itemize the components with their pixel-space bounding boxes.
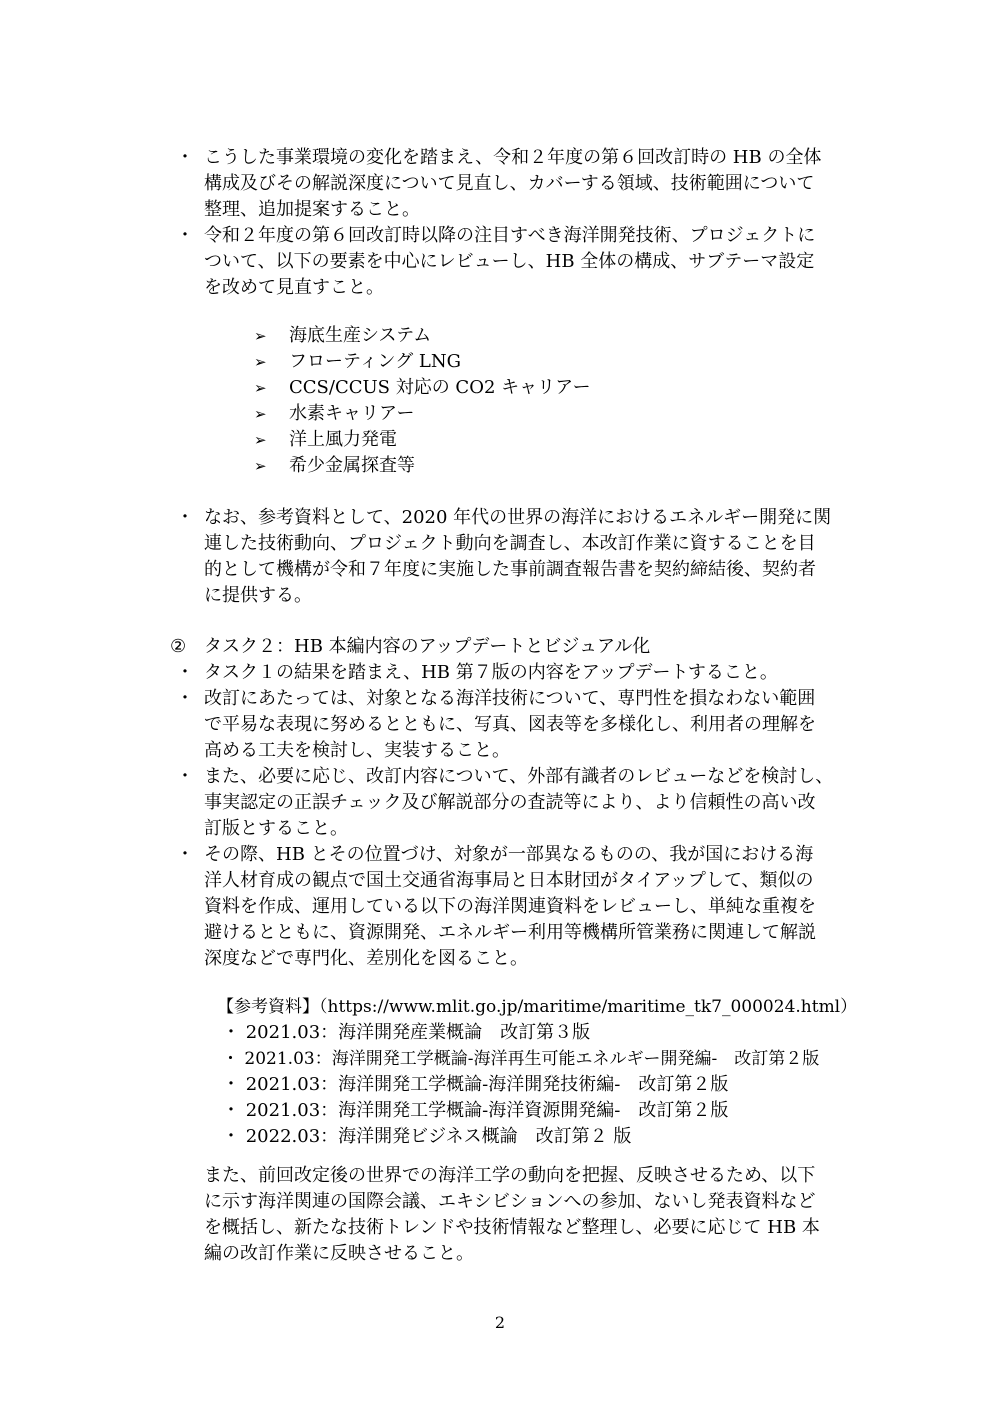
arrow-bullet-icon: ➢ [254,457,267,475]
reference-item: ・ 2021.03：海洋開発工学概論-海洋資源開発編- 改訂第２版 [222,1100,729,1121]
sub-item: 洋上風力発電 [289,429,397,450]
arrow-bullet-icon: ➢ [254,405,267,423]
text-line: ついて、以下の要素を中心にレビューし、HB 全体の構成、サブテーマ設定 [204,251,815,272]
arrow-bullet-icon: ➢ [254,379,267,397]
sub-item: 希少金属探査等 [289,455,415,476]
text-line: を改めて見直すこと。 [204,277,384,298]
section-number: ② [170,636,187,657]
reference-item: ・ 2021.03：海洋開発産業概論 改訂第３版 [222,1022,591,1043]
arrow-bullet-icon: ➢ [254,327,267,345]
bullet-marker: ・ [176,507,194,528]
text-line: また、前回改定後の世界での海洋工学の動向を把握、反映させるため、以下 [204,1165,816,1186]
bullet-marker: ・ [176,844,194,865]
arrow-bullet-icon: ➢ [254,431,267,449]
bullet-marker: ・ [176,147,194,168]
text-line: 洋人材育成の観点で国土交通省海事局と日本財団がタイアップして、類似の [204,870,814,891]
bullet-marker: ・ [176,766,194,787]
reference-item: ・ 2022.03：海洋開発ビジネス概論 改訂第２ 版 [222,1126,632,1147]
bullet-marker: ・ [176,688,194,709]
text-line: で平易な表現に努めるとともに、写真、図表等を多様化し、利用者の理解を [204,714,816,735]
text-line: 高める工夫を検討し、実装すること。 [204,740,510,761]
sub-item: CCS/CCUS 対応の CO2 キャリアー [289,377,591,398]
text-line: 構成及びその解説深度について見直し、カバーする領域、技術範囲について [204,173,815,194]
text-line: 深度などで専門化、差別化を図ること。 [204,948,528,969]
text-line: なお、参考資料として、2020 年代の世界の海洋におけるエネルギー開発に関 [204,507,832,528]
sub-item: フローティング LNG [289,351,462,372]
bullet-marker: ・ [176,225,194,246]
text-line: 整理、追加提案すること。 [204,199,420,220]
text-line: 訂版とすること。 [204,818,348,839]
sub-item: 水素キャリアー [289,403,415,424]
text-line: 令和２年度の第６回改訂時以降の注目すべき海洋開発技術、プロジェクトに [204,225,816,246]
sub-item: 海底生産システム [289,325,432,346]
text-line: に示す海洋関連の国際会議、エキシビションへの参加、ないし発表資料など [204,1191,816,1212]
text-line: 資料を作成、運用している以下の海洋関連資料をレビューし、単純な重複を [204,896,816,917]
text-line: 連した技術動向、プロジェクト動向を調査し、本改訂作業に資することを目 [204,533,816,554]
page-number: 2 [494,1313,506,1332]
reference-item: ・ 2021.03：海洋開発工学概論-海洋再生可能エネルギー開発編- 改訂第２版 [222,1049,820,1069]
text-line: こうした事業環境の変化を踏まえ、令和２年度の第６回改訂時の HB の全体 [204,147,822,168]
section-heading: タスク２：HB 本編内容のアップデートとビジュアル化 [204,636,651,657]
arrow-bullet-icon: ➢ [254,353,267,371]
text-line: また、必要に応じ、改訂内容について、外部有識者のレビューなどを検討し、 [204,766,834,787]
text-line: を概括し、新たな技術トレンドや技術情報など整理し、必要に応じて HB 本 [204,1217,820,1238]
text-line: その際、HB とその位置づけ、対象が一部異なるものの、我が国における海 [204,844,814,865]
text-line: に提供する。 [204,585,312,606]
text-line: 事実認定の正誤チェック及び解説部分の査読等により、より信頼性の高い改 [204,792,816,813]
text-line: タスク１の結果を踏まえ、HB 第７版の内容をアップデートすること。 [204,662,778,683]
text-line: 改訂にあたっては、対象となる海洋技術について、専門性を損なわない範囲 [204,688,816,709]
reference-title: 【参考資料】（https://www.mlit.go.jp/maritime/maritime_tk7_000024.html） [217,997,858,1017]
text-line: 編の改訂作業に反映させること。 [204,1243,474,1264]
text-line: 避けるとともに、資源開発、エネルギー利用等機構所管業務に関連して解説 [204,922,816,943]
text-line: 的として機構が令和７年度に実施した事前調査報告書を契約締結後、契約者 [204,559,816,580]
bullet-marker: ・ [176,662,194,683]
reference-item: ・ 2021.03：海洋開発工学概論-海洋開発技術編- 改訂第２版 [222,1074,729,1095]
